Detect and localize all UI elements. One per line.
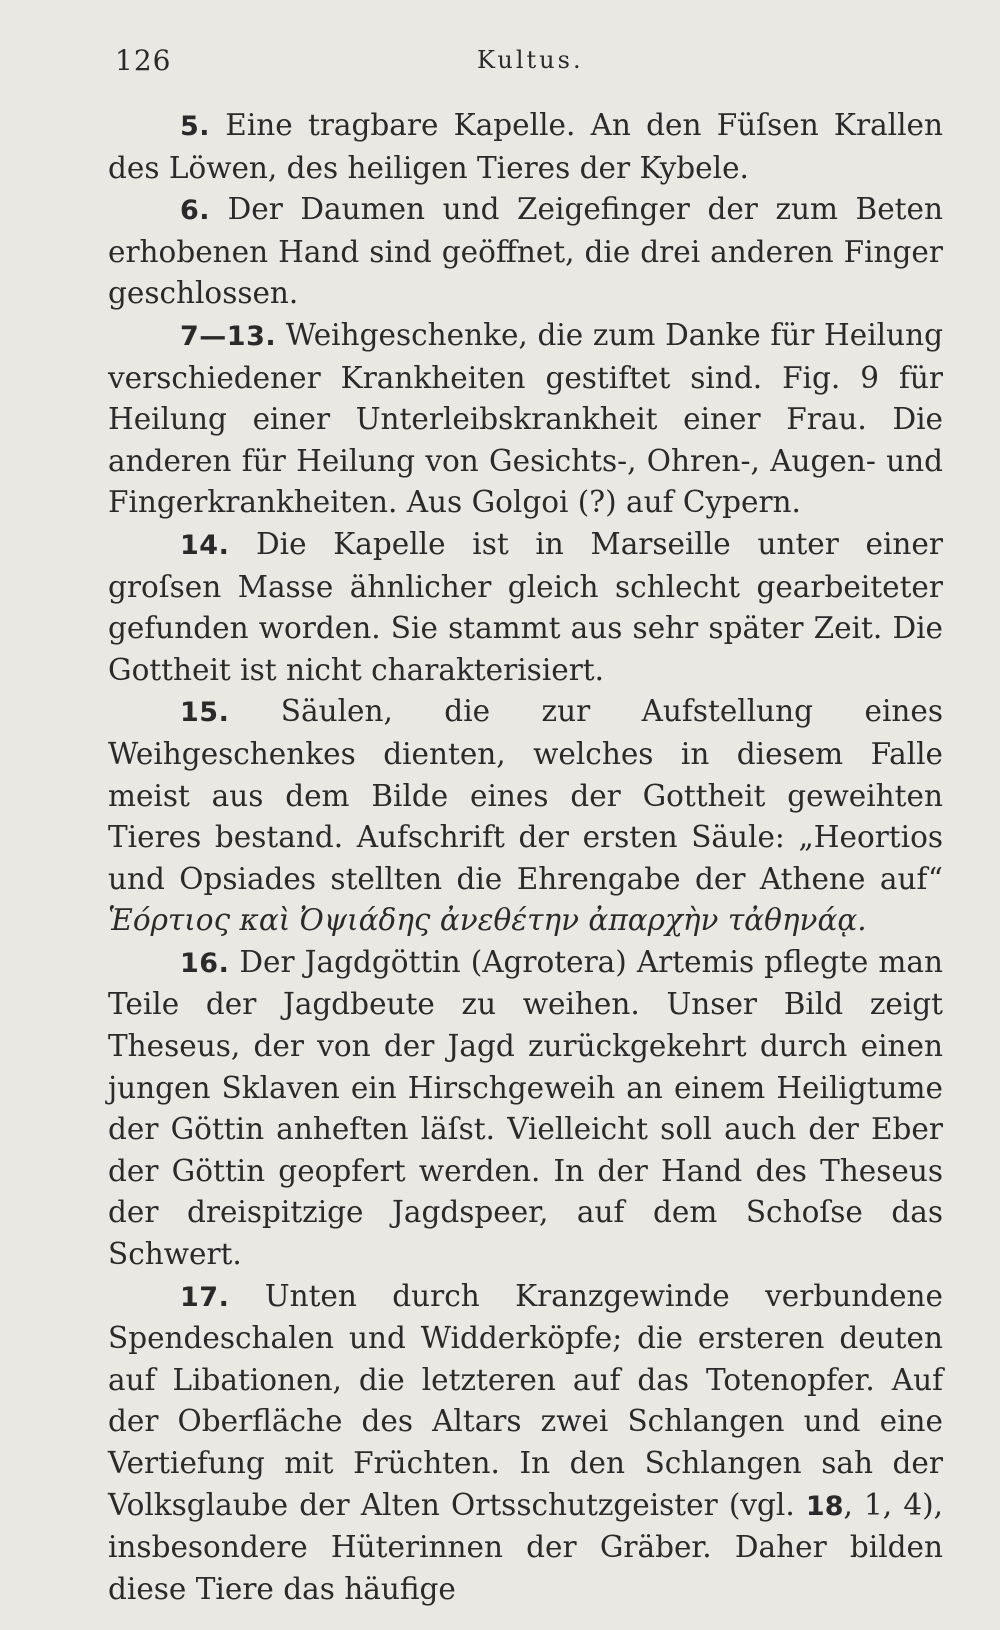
entry-6 [108, 189, 943, 315]
entry-17 [108, 1276, 943, 1611]
entry-number: 16. [180, 947, 230, 979]
greek-inscription: Ἑόρτιος καὶ Ὀψιάδης ἀνεθέτην ἀπαρχὴν τἀθηνάᾳ. [108, 903, 867, 938]
page-number: 126 [115, 44, 172, 77]
entry-text: Unten durch Kranzgewinde verbundene Spendeschalen und Widderköpfe; die ersteren deuten auf Libationen, die letzteren auf das Totenopfer. Auf der Oberfläche des Altars zwei Schlangen und eine Vertiefung mit Früchten. In den Schlangen sah der Volksglaube der Alten Ortsschutzgeister (vgl. [108, 1278, 943, 1522]
entry-text: Eine tragbare Kapelle. An den Füſsen Krallen des Löwen, des heiligen Tieres der Kybele. [108, 108, 943, 185]
entry-number: 17. [180, 1281, 230, 1313]
entry-number: 7—13. [180, 320, 277, 352]
entry-text: Die Kapelle ist in Marseille unter einer groſsen Masse ähnlicher gleich schlecht gearbeiteter gefunden worden. Sie stammt aus sehr später Zeit. Die Gottheit ist nicht charakterisiert. [108, 526, 943, 687]
entry-text-continued: , 1, 4), insbesondere Hüterinnen der Gräber. Daher bilden diese Tiere das häufige [108, 1487, 943, 1606]
entry-text: Weihgeschenke, die zum Danke für Heilung verschiedener Krankheiten gestiftet sind. Fig. 9 für Heilung einer Unterleibskrankheit einer Frau. Die anderen für Heilung von Gesichts-, Ohren-, Augen- und Fingerkrankheiten. Aus Golgoi (?) auf Cypern. [108, 317, 943, 520]
entry-14 [108, 524, 943, 691]
page-body [108, 105, 943, 1610]
entry-7-13 [108, 315, 943, 524]
entry-15 [108, 691, 943, 942]
entry-number: 5. [180, 111, 211, 142]
entry-number: 14. [180, 529, 230, 561]
running-head: Kultus. [477, 46, 584, 74]
entry-16 [108, 942, 943, 1276]
entry-text: Säulen, die zur Aufstellung eines Weihgeschenkes dienten, welches in diesem Falle meist aus dem Bilde eines der Gottheit geweihten Tieres bestand. Aufschrift der ersten Säule: „Heortios und Opsiades stellten die Ehrengabe der Athene auf“ [108, 694, 943, 896]
entry-number: 6. [180, 195, 211, 227]
entry-5 [108, 105, 943, 189]
entry-text: Der Jagdgöttin (Agrotera) Artemis pflegte man Teile der Jagdbeute zu weihen. Unser Bild zeigt Theseus, der von der Jagd zurückgekehrt durch einen jungen Sklaven ein Hirschgeweih an einem Heiligtume der Göttin anheften läſst. Vielleicht soll auch der Eber der Göttin geopfert werden. In der Hand des Theseus der dreispitzige Jagdspeer, auf dem Schoſse das Schwert. [108, 944, 943, 1272]
entry-text: Der Daumen und Zeigefinger der zum Beten erhobenen Hand sind geöffnet, die drei anderen Finger geschlossen. [108, 192, 943, 311]
entry-number: 15. [180, 697, 230, 729]
figure-reference: 18 [805, 1490, 844, 1522]
